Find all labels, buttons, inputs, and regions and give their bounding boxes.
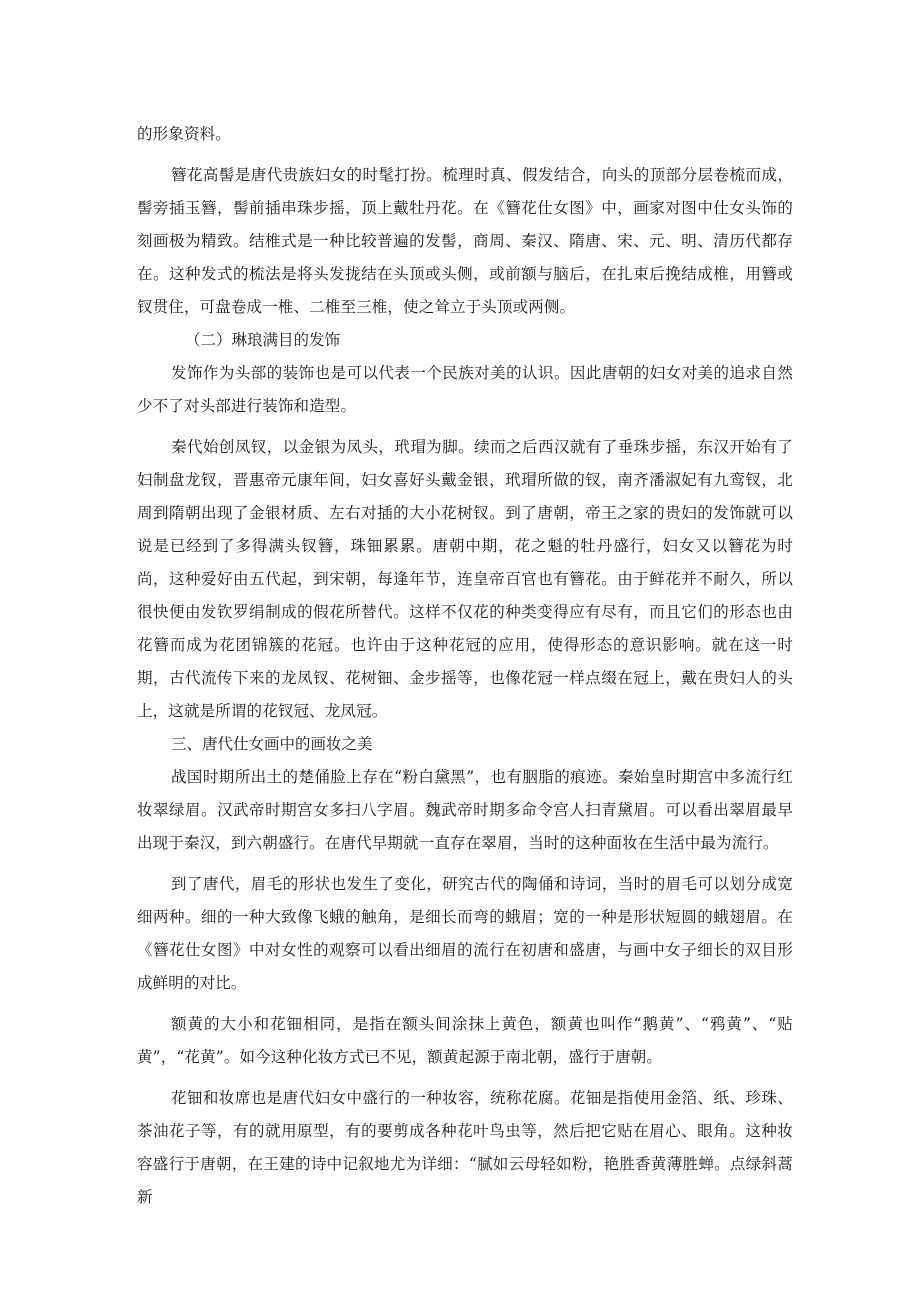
paragraph-continuation: 的形象资料。: [137, 125, 231, 143]
paragraph-ornament-intro: 发饰作为头部的装饰也是可以代表一个民族对美的认识。因此唐朝的妇女对美的追求自然少不了对头部进行装饰和造型。: [137, 364, 793, 415]
paragraph-forehead-yellow: 额黄的大小和花钿相同，是指在额头间涂抹上黄色，额黄也叫作“鹅黄”、“鸦黄”、“贴黄”，“花黄”。如今这种化妆方式已不见，额黄起源于南北朝，盛行于唐朝。: [137, 1015, 793, 1066]
paragraph-eyebrow-history: 战国时期所出土的楚俑脸上存在“粉白黛黑”，也有胭脂的痕迹。秦始皇时期宫中多流行红妆翠绿眉。汉武帝时期宫女多扫八字眉。魏武帝时期多命令宫人扫青黛眉。可以看出翠眉最早出现于秦汉，到六朝盛行。在唐代早期就一直存在翠眉，当时的这种面妆在生活中最为流行。: [137, 768, 793, 852]
section-heading-makeup: 三、唐代仕女画中的画妆之美: [171, 735, 373, 753]
subheading-hair-ornaments: （二）琳琅满目的发饰: [185, 331, 341, 349]
document-body: [137, 118, 793, 1214]
paragraph-tang-eyebrows: 到了唐代，眉毛的形状也发生了变化，研究古代的陶俑和诗词，当时的眉毛可以划分成宽细两种。细的一种大致像飞蛾的触角，是细长而弯的蛾眉；宽的一种是形状短圆的蛾翅眉。在《簪花仕女图》中对女性的观察可以看出细眉的流行在初唐和盛唐，与画中女子细长的双目形成鲜明的对比。: [137, 875, 793, 992]
paragraph-hairstyle: 簪花高髻是唐代贵族妇女的时髦打扮。梳理时真、假发结合，向头的顶部分层卷梳而成，髻旁插玉簪，髻前插串珠步摇，顶上戴牡丹花。在《簪花仕女图》中，画家对图中仕女头饰的刻画极为精致。结椎式是一种比较普遍的发髻，商周、秦汉、隋唐、宋、元、明、清历代都存在。这种发式的梳法是将头发拢结在头顶或头侧，或前额与脑后，在扎束后挽结成椎，用簪或钗贯住，可盘卷成一椎、二椎至三椎，使之耸立于头顶或两侧。: [137, 166, 793, 316]
paragraph-huadian: 花钿和妆席也是唐代妇女中盛行的一种妆容，统称花腐。花钿是指使用金箔、纸、珍珠、茶油花子等，有的就用原型，有的要剪成各种花叶鸟虫等，然后把它贴在眉心、眼角。这种妆容盛行于唐朝，在王建的诗中记叙地尤为详细：“腻如云母轻如粉，艳胜香黄薄胜蝉。点绿斜蒿新: [137, 1089, 793, 1206]
paragraph-hairpin-history: 秦代始创凤钗，以金银为凤头，玳瑁为脚。续而之后西汉就有了垂珠步摇，东汉开始有了妇制盘龙钗，晋惠帝元康年间，妇女喜好头戴金银，玳瑁所做的钗，南齐潘淑妃有九鸾钗，北周到隋朝出现了金银材质、左右对插的大小花树钗。到了唐朝，帝王之家的贵妇的发饰就可以说是已经到了多得满头钗簪，珠钿累累。唐朝中期，花之魁的牡丹盛行，妇女又以簪花为时尚，这种爱好由五代起，到宋朝，每逢年节，连皇帝百官也有簪花。由于鲜花并不耐久，所以很快便由发钦罗绢制成的假花所替代。这样不仅花的种类变得应有尽有，而且它们的形态也由花簪而成为花团锦簇的花冠。也许由于这种花冠的应用，使得形态的意识影响。就在这一时期，古代流传下来的龙凤钗、花树钿、金步摇等，也像花冠一样点缀在冠上，戴在贵妇人的头上，这就是所谓的花钗冠、龙凤冠。: [137, 438, 793, 720]
